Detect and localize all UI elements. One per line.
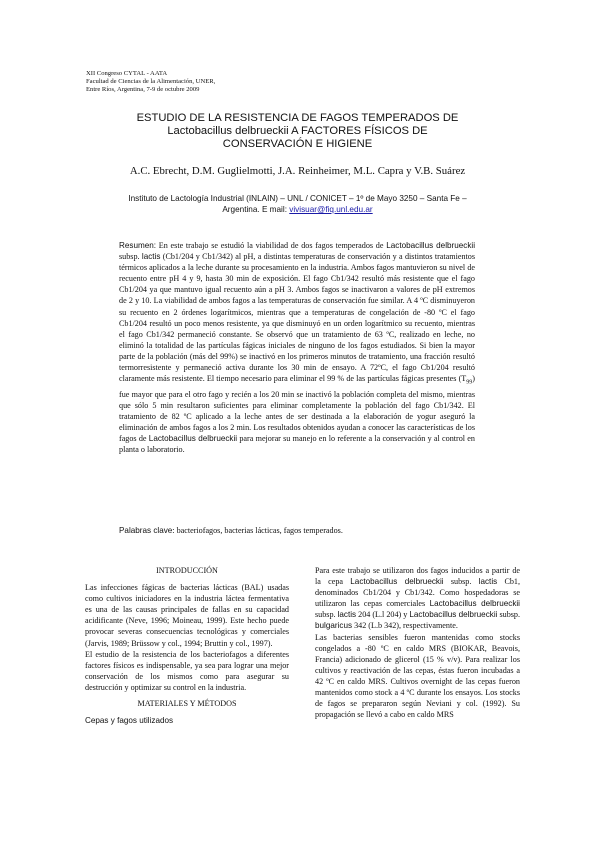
header-line: Entre Ríos, Argentina, 7-9 de octubre 2009: [86, 86, 200, 93]
text-run: Para este trabajo se utilizaron dos fagos inducidos a partir de la cepa: [315, 566, 520, 587]
abstract-text: para mejorar su manejo en lo referente a la conservación y al control en planta o laboratorio.: [119, 434, 475, 455]
right-column: [315, 565, 520, 720]
subscript: 99: [466, 379, 473, 386]
subspecies-name: lactis: [141, 252, 161, 262]
species-name: Lactobacillus delbrueckii: [148, 434, 238, 444]
paragraph: El estudio de la resistencia de los bacteriofagos a diferentes factores físicos es indispensable, ya sea para lograr una mejor conservación de los mismos como para asegurar su destrucción y optimizar su control en la industria.: [85, 649, 289, 692]
text-run: 342 (L.b 342), respectivamente.: [352, 621, 458, 631]
keywords-label: Palabras clave: [119, 526, 173, 535]
paper-title: [60, 112, 535, 151]
abstract-text: (Cb1/204 y Cb1/342) al pH, a distintas temperaturas de conservación y a distintos tratamientos térmicos aplicados a la leche durante su procesamiento en la industria. Ambos fagos mantuvieron su nivel de recuento entre pH 4 y 9, hasta 30 min de exposición. El fago Cb1/342 resultó más resistente que el fago Cb1/204 ya que mantuvo igual recuento aún a pH 3. Ambos fagos se inactivaron a valores de pH extremos de 2 y 10. La viabilidad de ambos fagos a las temperaturas de conservación fue similar. A 4 ºC disminuyeron su recuento en 2 órdenes logarítmicos, mientras que a temperaturas de congelación de -80 ºC el fago Cb1/204 resultó un poco menos resistente, ya que disminuyó en un orden logarítmico su recuento, mientras el fago Cb1/342 permaneció constante. Se observó que un tratamiento de 63 ºC, realizado en leche, no eliminó la totalidad de las partículas fágicas iniciales de ninguno de los fagos estudiados. Si bien la mayor parte de la población (más del 99%) se inactivó en los primeros minutos de tratamiento, una fracción resultó termorresistente y permaneció activa durante los 30 min de ensayo. A 72ºC, el fago Cb1/204 resultó claramente más resistente. El tiempo necesario para eliminar el 99 % de las partículas fágicas presentes (T: [119, 252, 476, 384]
species-name: Lactobacillus delbrueckii: [429, 599, 520, 609]
text-run: subsp.: [497, 610, 521, 620]
conference-header: [86, 70, 215, 94]
keywords: [119, 526, 475, 535]
subspecies-name: lactis: [478, 577, 498, 587]
paragraph: [315, 565, 520, 632]
text-run: subsp.: [443, 577, 479, 587]
title-line: ESTUDIO DE LA RESISTENCIA DE FAGOS TEMPERADOS DE: [136, 112, 459, 124]
species-name: Lactobacillus delbrueckii: [409, 610, 498, 620]
header-line: XII Congreso CYTAL - AATA: [86, 70, 168, 77]
section-heading-introduccion: INTRODUCCIÓN: [156, 566, 218, 575]
subsection-heading: Cepas y fagos utilizados: [85, 716, 174, 726]
affiliation: [90, 193, 505, 215]
species-name: Lactobacillus delbrueckii: [350, 577, 444, 587]
text-run: subsp.: [315, 610, 338, 620]
affiliation-line: Instituto de Lactología Industrial (INLAIN) – UNL / CONICET – 1º de Mayo 3250 – Santa Fe –: [128, 194, 467, 203]
title-line: Lactobacillus delbrueckii A FACTORES FÍSICOS DE: [167, 125, 428, 137]
abstract-text: subsp.: [119, 252, 142, 262]
keywords-text: : bacteriofagos, bacterias lácticas, fagos temperados.: [172, 526, 343, 535]
abstract-label: Resumen:: [119, 241, 157, 250]
abstract: [119, 240, 475, 455]
text-run: 204 (L.l 204) y: [356, 610, 410, 620]
paragraph: Las infecciones fágicas de bacterias lácticas (BAL) usadas como cultivos iniciadores en la industria láctea fermentativa es una de las causas principales de fallas en su capacidad acidificante (Neve, 1996; Moineau, 1999). Este hecho puede provocar severas consecuencias tecnológicas y comerciales (Jarvis, 1989; Brüssow y col., 1994; Bruttin y col., 1997).: [85, 583, 289, 648]
affiliation-line: [90, 204, 505, 215]
author-list: A.C. Ebrecht, D.M. Guglielmotti, J.A. Reinheimer, M.L. Capra y V.B. Suárez: [129, 165, 466, 177]
left-column: [85, 565, 289, 726]
header-line: Facultad de Ciencias de la Alimentación, UNER,: [86, 78, 216, 85]
text-run: Cb1, denominados Cb1/204 y Cb1/342. Como hospedadoras se utilizaron las cepas comerciales: [315, 577, 521, 609]
email-label: Argentina. E mail:: [222, 205, 290, 214]
abstract-text: En este trabajo se estudió la viabilidad de dos fagos temperados de: [156, 241, 387, 250]
paragraph: Las bacterias sensibles fueron mantenidas como stocks congelados a -80 ºC en caldo MRS (BIOKAR, Beavois, Francia) adicionado de glicerol (15 % v/v). Para realizar los cultivos y reactivación de las cepas, éstas fueron incubadas a 42 ºC en caldo MRS. Cultivos overnight de las cepas fueron mantenidos como stock a 4 ºC durante los ensayos. Los stocks de fagos se prepararon según Neviani y col. (1992). Su propagación se llevó a cabo en caldo MRS: [315, 632, 520, 720]
subspecies-name: bulgaricus: [315, 621, 353, 631]
species-name: Lactobacillus delbrueckii: [386, 241, 476, 250]
email-link[interactable]: vivisuar@fiq.unl.edu.ar: [289, 205, 373, 214]
abstract-text: ) fue mayor que para el otro fago y recién a los 20 min se inactivó la población completa del mismo, mientras que sólo 5 min resultaron suficientes para eliminar completamente la población del fago Cb1/342. El tratamiento de 82 ºC aplicado a la leche antes de ser destinada a la elaboración de yogur aseguró la eliminación de ambos fagos a los 2 min. Los resultados obtenidos ayudan a conocer las características de los fagos de: [119, 374, 475, 444]
title-line: CONSERVACIÓN E HIGIENE: [222, 138, 373, 150]
section-heading-materiales: MATERIALES Y MÉTODOS: [137, 699, 237, 709]
subspecies-name: lactis: [337, 610, 357, 620]
